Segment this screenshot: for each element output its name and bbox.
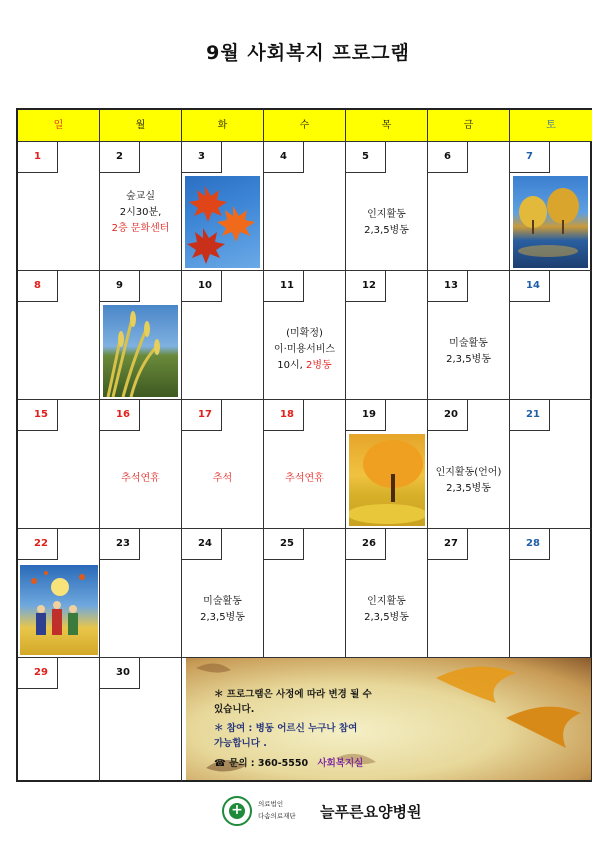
day-cell — [18, 400, 100, 529]
day-cell — [182, 142, 264, 271]
corp-name: 다솜의료재단 — [258, 812, 296, 820]
notice-contact — [214, 755, 363, 769]
day-cell — [264, 529, 346, 658]
day-cell — [100, 529, 182, 658]
weekday-thu: 목 — [346, 110, 428, 142]
event-ward: 2병동 — [306, 360, 332, 371]
event-status: (미확정) — [286, 328, 323, 339]
event-time: 2시30분, — [119, 207, 162, 218]
golden-tree-field-image — [349, 434, 425, 526]
day-cell — [346, 142, 428, 271]
day-cell — [510, 400, 592, 529]
day-cell — [428, 529, 510, 658]
day-number: 16 — [100, 400, 140, 431]
day-cell — [18, 529, 100, 658]
event-holiday: 추석 — [212, 473, 233, 484]
day-number: 9 — [100, 271, 140, 302]
day-cell — [182, 271, 264, 400]
day-number: 24 — [182, 529, 222, 560]
day-cell — [510, 529, 592, 658]
autumn-maple-leaves-image — [185, 176, 260, 268]
day-number: 17 — [182, 400, 222, 431]
day-number: 7 — [510, 142, 550, 173]
notice-participation: ＊ 참여 : 병동 어르신 누구나 참여 — [214, 723, 358, 734]
event-time: 10시, — [277, 360, 303, 371]
day-number: 11 — [264, 271, 304, 302]
day-cell — [264, 142, 346, 271]
day-cell — [18, 142, 100, 271]
day-number: 10 — [182, 271, 222, 302]
day-cell — [346, 271, 428, 400]
event-ward: 2,3,5병동 — [446, 354, 491, 365]
day-number: 2 — [100, 142, 140, 173]
chuseok-illustration-image — [20, 565, 98, 655]
event-holiday: 추석연휴 — [285, 473, 324, 484]
rice-stalks-image — [103, 305, 178, 397]
day-number: 25 — [264, 529, 304, 560]
weekday-tue: 화 — [182, 110, 264, 142]
day-cell — [510, 142, 592, 271]
day-number: 30 — [100, 658, 140, 689]
day-cell — [182, 529, 264, 658]
weekday-wed: 수 — [264, 110, 346, 142]
corp-type: 의료법인 — [258, 800, 284, 808]
autumn-lake-trees-image — [513, 176, 588, 268]
day-number: 13 — [428, 271, 468, 302]
day-number: 21 — [510, 400, 550, 431]
day-number: 5 — [346, 142, 386, 173]
day-cell — [346, 529, 428, 658]
day-cell — [100, 658, 182, 782]
hospital-logo-icon — [222, 796, 252, 826]
day-cell — [428, 271, 510, 400]
day-number: 27 — [428, 529, 468, 560]
day-number: 22 — [18, 529, 58, 560]
weekday-mon: 월 — [100, 110, 182, 142]
event-ward: 2,3,5병동 — [446, 483, 491, 494]
event-title: 숲교실 — [126, 191, 155, 202]
event-title: 이·미용서비스 — [273, 344, 336, 355]
notice-change-cont: 있습니다. — [214, 704, 255, 715]
day-cell — [264, 400, 346, 529]
notice-change: ＊ 프로그램은 사정에 따라 변경 될 수 — [214, 689, 372, 700]
event-title: 미술활동 — [203, 596, 242, 607]
hospital-name: 늘푸른요양병원 — [320, 803, 422, 821]
day-cell — [428, 142, 510, 271]
day-number: 12 — [346, 271, 386, 302]
event-ward: 2,3,5병동 — [364, 612, 409, 623]
day-cell — [100, 271, 182, 400]
day-number: 3 — [182, 142, 222, 173]
day-number: 23 — [100, 529, 140, 560]
day-number: 19 — [346, 400, 386, 431]
day-number: 28 — [510, 529, 550, 560]
notice-banner — [186, 658, 591, 780]
hospital-footer — [222, 796, 422, 828]
event-title: 인지활동 — [367, 209, 406, 220]
day-number: 1 — [18, 142, 58, 173]
day-cell — [428, 400, 510, 529]
day-cell — [18, 271, 100, 400]
day-number: 29 — [18, 658, 58, 689]
day-number: 26 — [346, 529, 386, 560]
day-number: 18 — [264, 400, 304, 431]
event-title: 미술활동 — [449, 338, 488, 349]
day-number: 14 — [510, 271, 550, 302]
contact-dept: 사회복지실 — [317, 758, 364, 769]
weekday-fri: 금 — [428, 110, 510, 142]
event-holiday: 추석연휴 — [121, 473, 160, 484]
day-cell — [510, 271, 592, 400]
event-ward: 2,3,5병동 — [364, 225, 409, 236]
day-number: 8 — [18, 271, 58, 302]
day-number: 20 — [428, 400, 468, 431]
day-number: 4 — [264, 142, 304, 173]
day-cell — [182, 400, 264, 529]
day-cell — [346, 400, 428, 529]
page-title: 9월 사회복지 프로그램 — [206, 42, 410, 64]
day-cell — [264, 271, 346, 400]
contact-phone: ☎ 문의 : 360-5550 — [214, 758, 309, 769]
event-title: 인지활동(언어) — [435, 467, 502, 478]
day-cell — [100, 400, 182, 529]
day-number: 15 — [18, 400, 58, 431]
day-number: 6 — [428, 142, 468, 173]
event-title: 인지활동 — [367, 596, 406, 607]
event-time-ward — [264, 359, 345, 373]
calendar — [16, 108, 592, 782]
weekday-sun: 일 — [18, 110, 100, 142]
event-ward: 2,3,5병동 — [200, 612, 245, 623]
notice-participation-cont: 가능합니다 . — [214, 738, 267, 749]
weekday-sat: 토 — [510, 110, 592, 142]
event-location: 2층 문화센터 — [111, 223, 170, 234]
day-cell — [100, 142, 182, 271]
day-cell — [18, 658, 100, 782]
